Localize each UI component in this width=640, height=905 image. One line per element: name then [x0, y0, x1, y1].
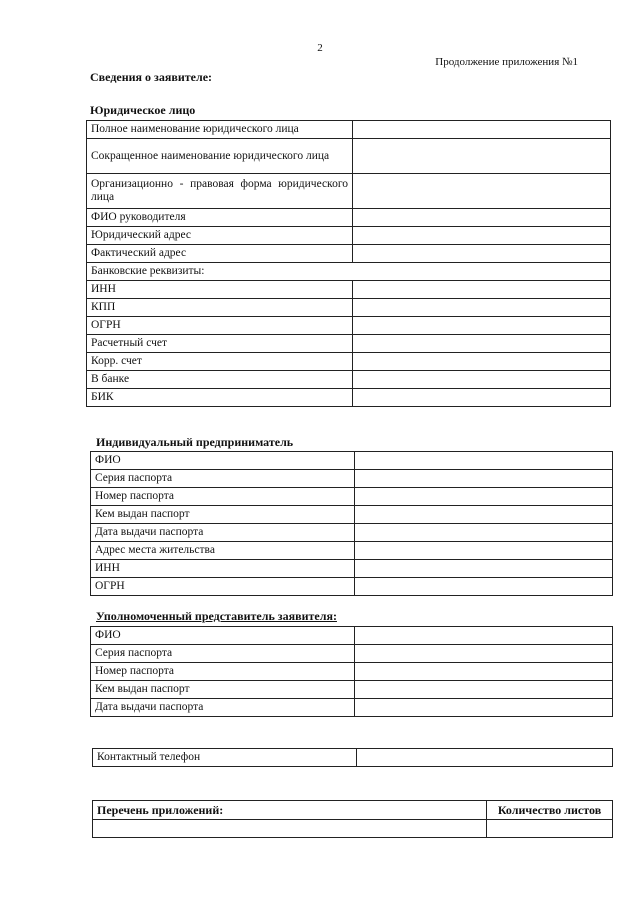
value-cell[interactable] — [353, 209, 611, 227]
table-row — [87, 139, 611, 174]
contact-phone-label: Контактный телефон — [93, 749, 357, 767]
row-label: Корр. счет — [87, 353, 353, 371]
value-cell[interactable] — [353, 227, 611, 245]
value-cell[interactable] — [353, 174, 611, 209]
attachment-count-cell[interactable] — [487, 820, 613, 838]
value-cell[interactable] — [353, 139, 611, 174]
value-cell[interactable] — [353, 245, 611, 263]
value-cell[interactable] — [355, 663, 613, 681]
row-label: Серия паспорта — [91, 470, 355, 488]
row-label: Юридический адрес — [87, 227, 353, 245]
row-label: ФИО — [91, 452, 355, 470]
representative-table — [90, 626, 613, 717]
row-label: ОГРН — [87, 317, 353, 335]
contact-phone-value[interactable] — [357, 749, 613, 767]
attachment-item-cell[interactable] — [93, 820, 487, 838]
value-cell[interactable] — [355, 578, 613, 596]
row-label: Адрес места жительства — [91, 542, 355, 560]
table-row — [87, 227, 611, 245]
row-label: В банке — [87, 371, 353, 389]
page-number: 2 — [317, 42, 323, 54]
entrepreneur-title: Индивидуальный предприниматель — [96, 435, 294, 449]
table-row — [91, 470, 613, 488]
row-label: ИНН — [87, 281, 353, 299]
table-row — [91, 645, 613, 663]
value-cell[interactable] — [355, 560, 613, 578]
value-cell[interactable] — [355, 452, 613, 470]
table-row — [87, 245, 611, 263]
row-label: Номер паспорта — [91, 663, 355, 681]
representative-title: Уполномоченный представитель заявителя: — [96, 609, 337, 623]
row-label: Дата выдачи паспорта — [91, 699, 355, 717]
value-cell[interactable] — [355, 470, 613, 488]
value-cell[interactable] — [355, 681, 613, 699]
value-cell[interactable] — [355, 542, 613, 560]
value-cell[interactable] — [353, 317, 611, 335]
attachments-list-header: Перечень приложений: — [93, 801, 487, 820]
row-label: КПП — [87, 299, 353, 317]
row-label: Полное наименование юридического лица — [87, 121, 353, 139]
table-row — [87, 335, 611, 353]
value-cell[interactable] — [353, 335, 611, 353]
legal-entity-title: Юридическое лицо — [90, 103, 196, 117]
table-row — [91, 524, 613, 542]
row-label: ИНН — [91, 560, 355, 578]
table-row — [91, 681, 613, 699]
row-label: Кем выдан паспорт — [91, 506, 355, 524]
value-cell[interactable] — [353, 371, 611, 389]
value-cell[interactable] — [355, 627, 613, 645]
table-row — [91, 506, 613, 524]
row-label: Кем выдан паспорт — [91, 681, 355, 699]
table-row — [87, 263, 611, 281]
table-row — [91, 578, 613, 596]
row-label: Расчетный счет — [87, 335, 353, 353]
table-row — [91, 627, 613, 645]
table-row — [91, 699, 613, 717]
row-label: ФИО руководителя — [87, 209, 353, 227]
table-row — [91, 488, 613, 506]
table-row — [87, 389, 611, 407]
row-label: ОГРН — [91, 578, 355, 596]
table-row — [91, 560, 613, 578]
value-cell[interactable] — [353, 299, 611, 317]
entrepreneur-table — [90, 451, 613, 596]
table-row — [87, 299, 611, 317]
row-label: Фактический адрес — [87, 245, 353, 263]
attachments-count-header: Количество листов — [487, 801, 613, 820]
table-row — [87, 174, 611, 209]
value-cell[interactable] — [353, 353, 611, 371]
row-label: Номер паспорта — [91, 488, 355, 506]
table-row — [87, 281, 611, 299]
table-row — [87, 121, 611, 139]
row-label: ФИО — [91, 627, 355, 645]
table-row — [87, 317, 611, 335]
table-row — [87, 209, 611, 227]
table-row — [91, 663, 613, 681]
value-cell[interactable] — [355, 488, 613, 506]
value-cell[interactable] — [353, 121, 611, 139]
row-label: Организационно - правовая форма юридического лица — [87, 174, 353, 209]
table-row — [91, 542, 613, 560]
value-cell[interactable] — [353, 281, 611, 299]
bank-details-label: Банковские реквизиты: — [87, 263, 611, 281]
row-label: Дата выдачи паспорта — [91, 524, 355, 542]
value-cell[interactable] — [355, 645, 613, 663]
applicant-title: Сведения о заявителе: — [90, 70, 213, 84]
continuation-label: Продолжение приложения №1 — [435, 56, 578, 68]
table-row — [93, 749, 613, 767]
legal-entity-table — [86, 120, 611, 407]
table-row — [91, 452, 613, 470]
value-cell[interactable] — [355, 699, 613, 717]
row-label: Серия паспорта — [91, 645, 355, 663]
table-row — [87, 371, 611, 389]
table-row — [87, 353, 611, 371]
value-cell[interactable] — [355, 524, 613, 542]
row-label: БИК — [87, 389, 353, 407]
contact-table — [92, 748, 613, 767]
value-cell[interactable] — [353, 389, 611, 407]
attachments-table — [92, 800, 613, 838]
row-label: Сокращенное наименование юридического лица — [87, 139, 353, 174]
table-row — [93, 801, 613, 820]
table-row — [93, 820, 613, 838]
value-cell[interactable] — [355, 506, 613, 524]
